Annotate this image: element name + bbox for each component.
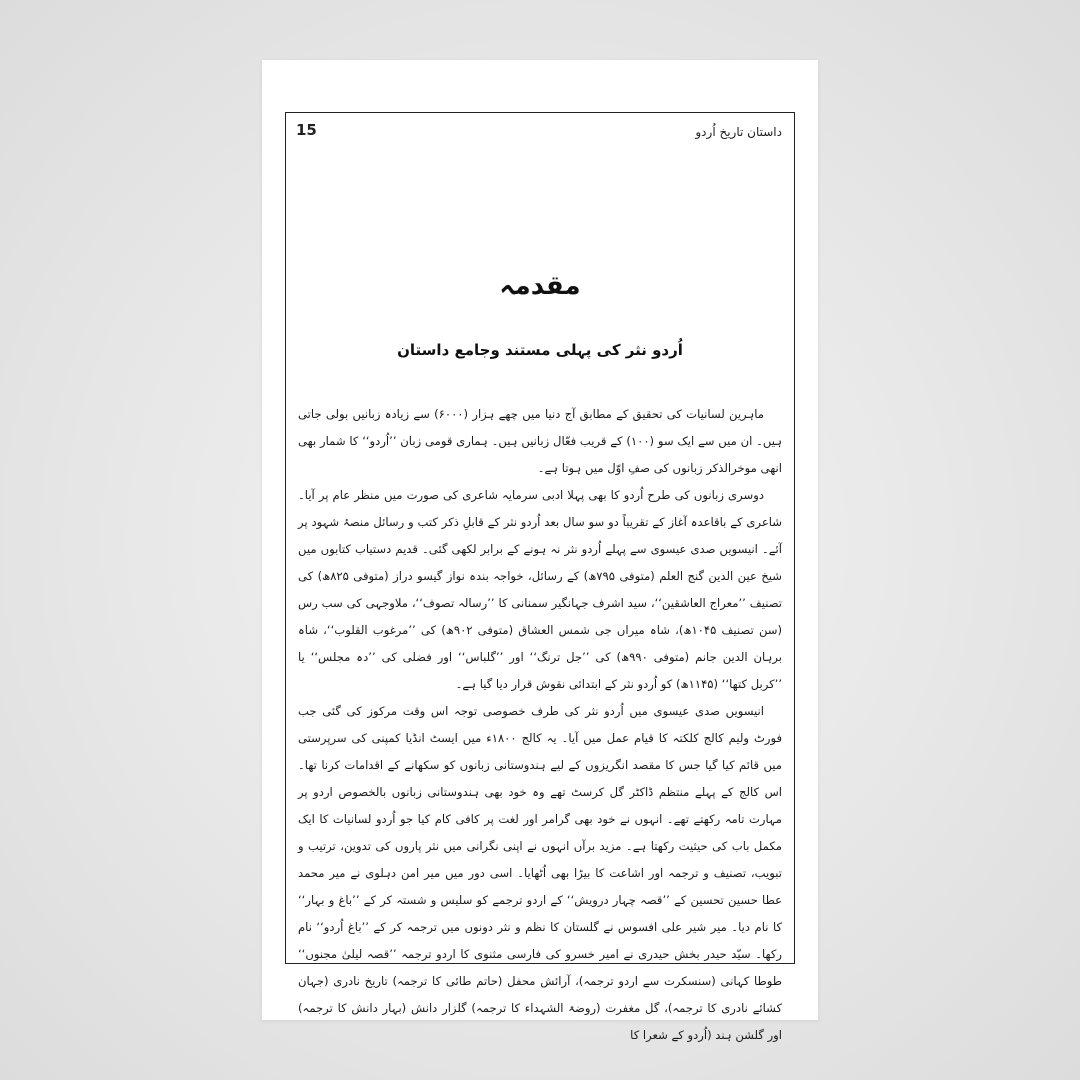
- page-number: 15: [296, 121, 317, 139]
- book-page: [262, 60, 818, 1042]
- chapter-title: مقدمہ: [499, 271, 581, 301]
- paragraph: دوسری زبانوں کی طرح اُردو کا بھی پہلا ادبی سرمایہ شاعری کی صورت میں منظر عام پر آیا۔ شاعری کے باقاعدہ آغاز کے تقریباً دو سو سال بعد اُردو نثر کے قابلِ ذکر کتب و رسائل منصۂ شہود پر آئے۔ انیسویں صدی عیسوی سے پہلے اُردو نثر نہ ہونے کے برابر لکھی گئی۔ قدیم دستیاب کتابوں میں شیخ عین الدین گنج العلم (متوفی ۷۹۵ھ) کے رسائل، خواجہ بندہ نواز گیسو دراز (متوفی ۸۲۵ھ) کی تصنیف ’’معراج العاشقین‘‘، سید اشرف جہانگیر سمنانی کا ’’رسالہ تصوف‘‘، ملاوجہی کی سب رس (سن تصنیف ۱۰۴۵ھ)، شاہ میراں جی شمس العشاق (متوفی ۹۰۲ھ) کی ’’مرغوب القلوب‘‘، شاہ برہان الدین جانم (متوفی ۹۹۰ھ) کی ’’جل ترنگ‘‘ اور ’’گلباس‘‘ اور فضلی کی ’’دہ مجلس‘‘ یا ’’کربل کتھا‘‘ (۱۱۴۵ھ) کو اُردو نثر کے ابتدائی نقوش قرار دیا گیا ہے۔: [298, 488, 783, 691]
- paragraph: ماہرین لسانیات کی تحقیق کے مطابق آج دنیا میں چھے ہزار (۶۰۰۰) سے زیادہ زبانیں بولی جاتی ہیں۔ ان میں سے ایک سو (۱۰۰) کے قریب فعّال زبانیں ہیں۔ ہماری قومی زبان ’’اُردو‘‘ کا شمار بھی انھی موخرالذکر زبانوں کی صفِ اوّل میں ہوتا ہے۔: [298, 407, 782, 475]
- page-border-frame: [285, 112, 795, 1042]
- body-text: [298, 401, 782, 1049]
- running-head: داستان تاریخ اُردو: [695, 125, 782, 139]
- chapter-subtitle: اُردو نثر کی پہلی مستند وجامع داستان: [397, 341, 683, 359]
- paragraph: انیسویں صدی عیسوی میں اُردو نثر کی طرف خصوصی توجہ اس وقت مرکوز کی گئی جب فورٹ ولیم کالج کلکتہ کا قیام عمل میں آیا۔ یہ کالج ۱۸۰۰ء میں ایسٹ انڈیا کمپنی کی سرپرستی میں قائم کیا گیا جس کا مقصد انگریزوں کے لیے ہندوستانی زبانوں کو سکھانے کے اقدامات کرنا تھا۔ اس کالج کے پہلے منتظم ڈاکٹر گل کرسٹ تھے وہ خود بھی ہندوستانی زبانوں بالخصوص اردو پر مہارت تامہ رکھتے تھے۔ انہوں نے خود بھی گرامر اور لغت پر کافی کام کیا جو اُردو لسانیات کا ایک مکمل باب کی حیثیت رکھتا ہے۔ مزید برآں انہوں نے اپنی نگرانی میں نثر پاروں کی تدوین، ترتیب و تبویب، تصنیف و ترجمہ اور اشاعت کا بیڑا بھی اُٹھایا۔ اسی دور میں میر امن دہلوی نے میر محمد عطا حسین تحسین کے ’’قصہ چہار درویش‘‘ کے اردو ترجمے کو سلیس و شستہ کر کے ’’باغ و بہار‘‘ کا نام دیا۔ میر شیر علی افسوس نے گلستان کا نظم و نثر دونوں میں ترجمہ کر کے ’’باغ اُردو‘‘ نام رکھا۔ سیّد حیدر بخش حیدری نے امیر خسرو کی فارسی مثنوی کا اردو ترجمہ ’’قصہ لیلیٰ مجنوں‘‘ طوطا کہانی (سنسکرت سے اردو ترجمہ)، آرائش محفل (حاتم طائی کا ترجمہ) تاریخ نادری (جہان کشائے نادری کا ترجمہ)، گل مغفرت (روضۃ الشہداء کا ترجمہ) گلزار دانش (بہار دانش کا ترجمہ) اور گلشن ہند (اُردو کے شعرا کا: [298, 704, 782, 1042]
